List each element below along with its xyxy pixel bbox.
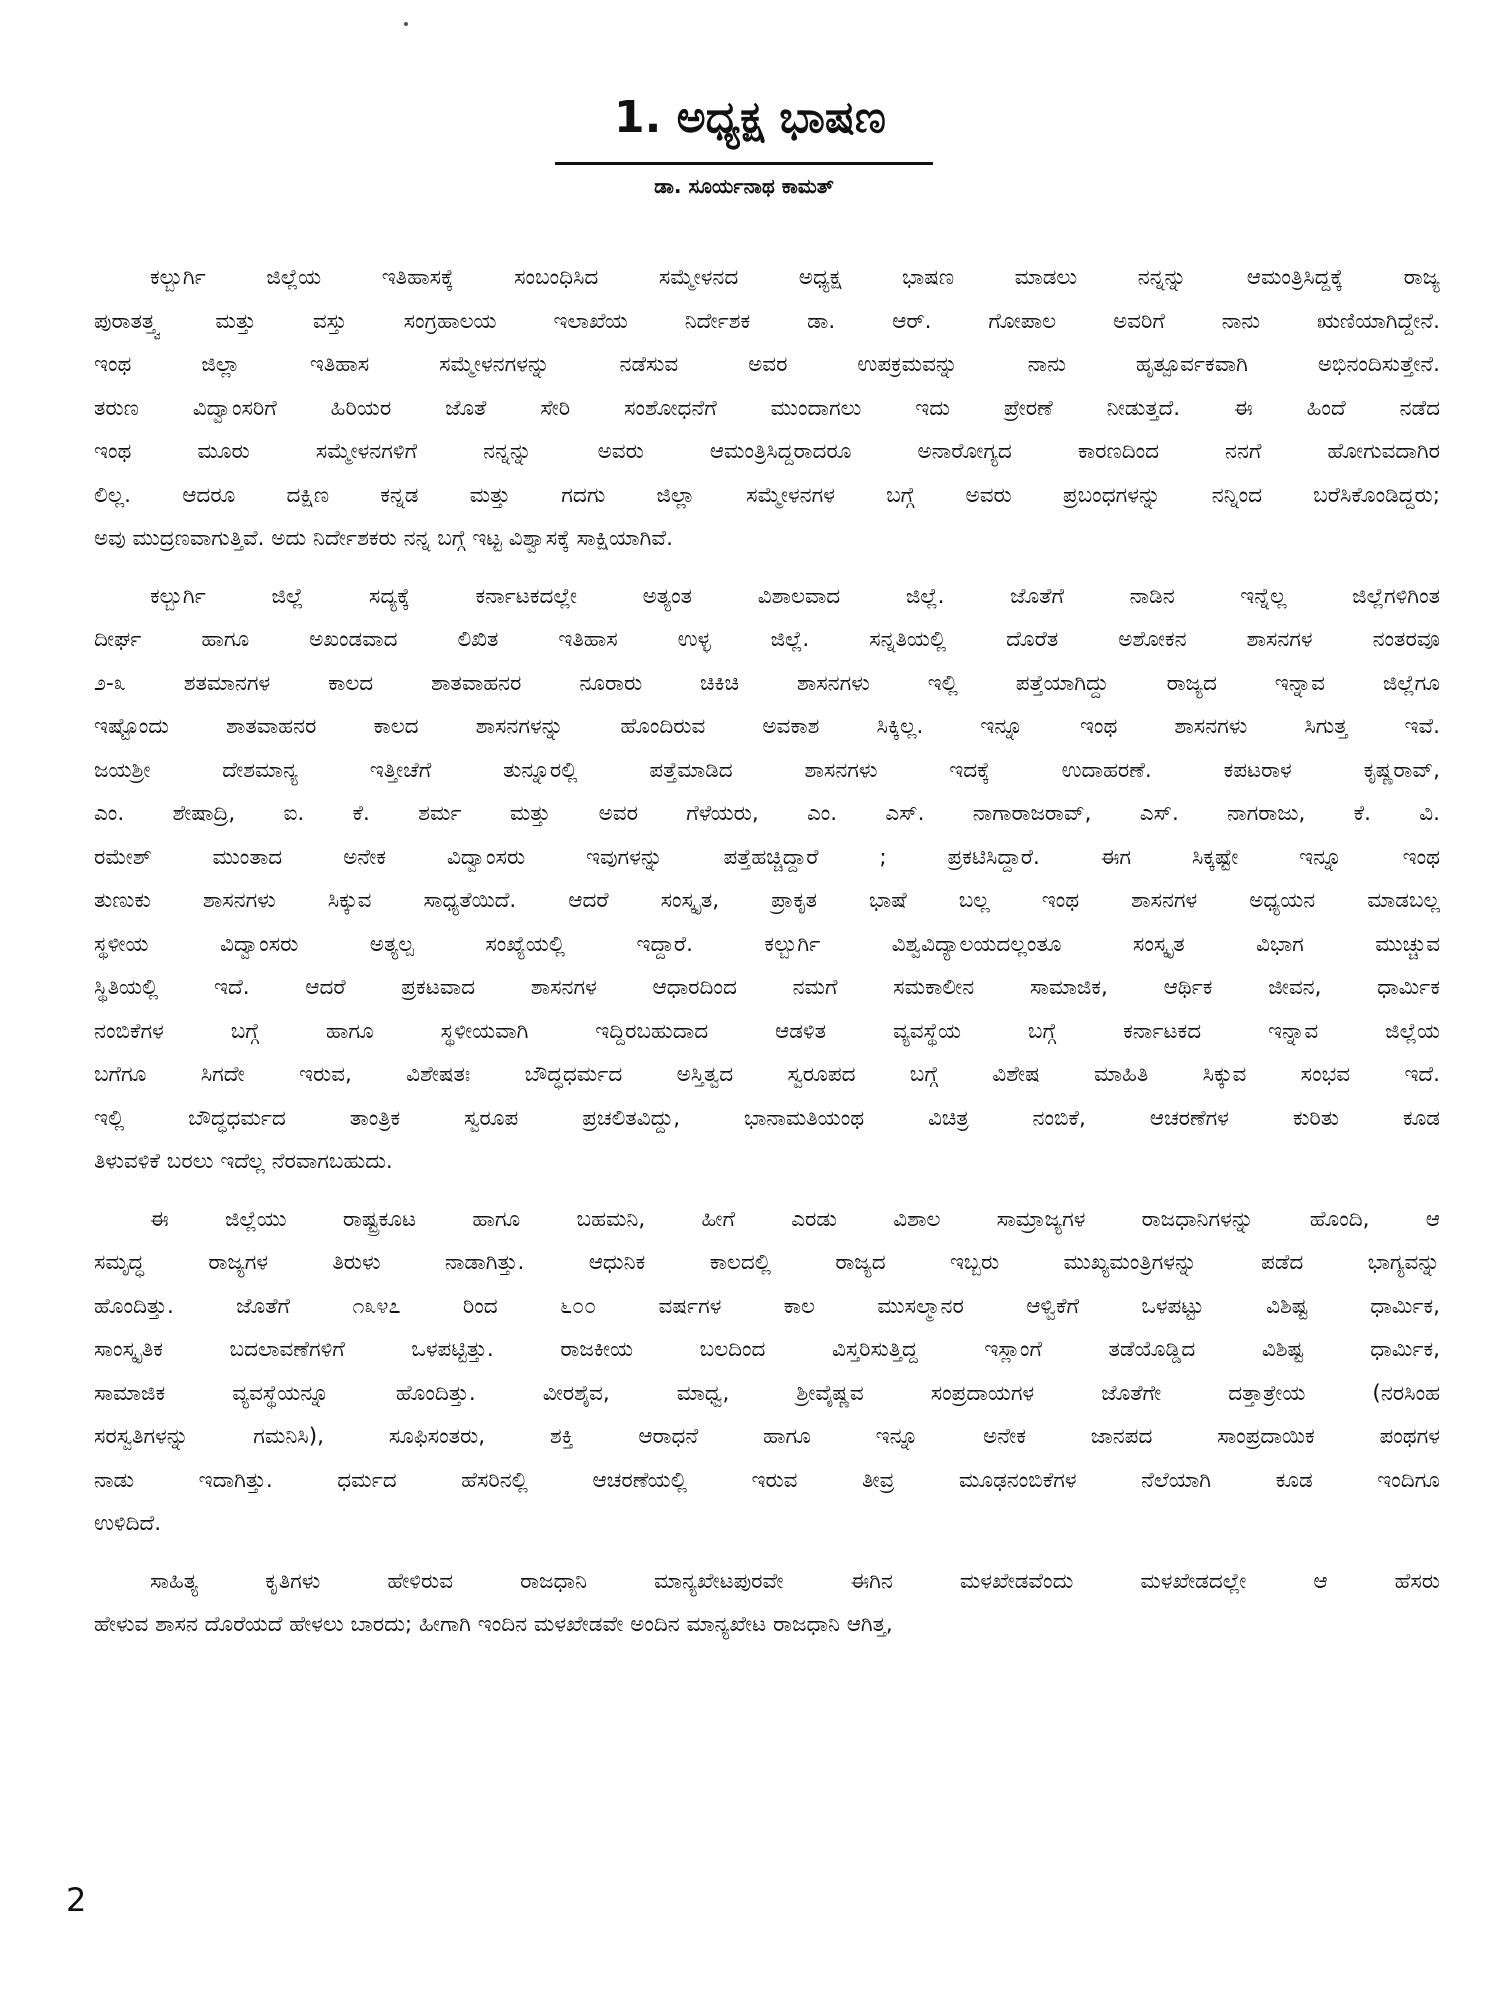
scan-speck [404,22,408,26]
text-line: ಅವು ಮುದ್ರಣವಾಗುತ್ತಿವೆ. ಅದು ನಿರ್ದೇಶಕರು ನನ್ನ ಬಗ್ಗೆ ಇಟ್ಟ ವಿಶ್ವಾಸಕ್ಕೆ ಸಾಕ್ಷಿಯಾಗಿವೆ. [94,526,673,551]
text-line: ಸಮೃದ್ಧ ರಾಜ್ಯಗಳ ತಿರುಳು ನಾಡಾಗಿತ್ತು. ಆಧುನಿಕ ಕಾಲದಲ್ಲಿ ರಾಜ್ಯದ ಇಬ್ಬರು ಮುಖ್ಯಮಂತ್ರಿಗಳನ್ನು ಪಡೆದ ಭಾಗ್ಯವನ್ನು [94,1250,1440,1275]
text-line: ಲಿಲ್ಲ. ಆದರೂ ದಕ್ಷಿಣ ಕನ್ನಡ ಮತ್ತು ಗದಗು ಜಿಲ್ಲಾ ಸಮ್ಮೇಳನಗಳ ಬಗ್ಗೆ ಅವರು ಪ್ರಬಂಧಗಳನ್ನು ನನ್ನಿಂದ ಬರೆಸಿಕೊಂಡಿದ್ದರು; [94,482,1440,508]
text-line: ಜಯಶ್ರೀ ದೇಶಮಾನ್ಯ ಇತ್ತೀಚೆಗೆ ತುನ್ನೂರಲ್ಲಿ ಪತ್ತೆಮಾಡಿದ ಶಾಸನಗಳು ಇದಕ್ಕೆ ಉದಾಹರಣೆ. ಕಪಟರಾಳ ಕೃಷ್ಣರಾವ್, [94,757,1440,783]
text-line: ಸಾಂಸ್ಕೃತಿಕ ಬದಲಾವಣೆಗಳಿಗೆ ಒಳಪಟ್ಟಿತ್ತು. ರಾಜಕೀಯ ಬಲದಿಂದ ವಿಸ್ತರಿಸುತ್ತಿದ್ದ ಇಸ್ಲಾಂಗೆ ತಡೆಯೊಡ್ಡಿದ ವಿಶಿಷ್ಟ ಧಾರ್ಮಿಕ, [94,1337,1440,1362]
text-line: ಎಂ. ಶೇಷಾದ್ರಿ, ಐ. ಕೆ. ಶರ್ಮ ಮತ್ತು ಅವರ ಗೆಳೆಯರು, ಎಂ. ಎಸ್. ನಾಗಾರಾಜರಾವ್, ಎಸ್. ನಾಗರಾಜು, ಕೆ. ವಿ. [94,801,1440,826]
text-line: ದೀರ್ಘ ಹಾಗೂ ಅಖಂಡವಾದ ಲಿಖಿತ ಇತಿಹಾಸ ಉಳ್ಳ ಜಿಲ್ಲೆ. ಸನ್ನತಿಯಲ್ಲಿ ದೊರೆತ ಅಶೋಕನ ಶಾಸನಗಳ ನಂತರವೂ [94,627,1440,652]
text-line: ತರುಣ ವಿದ್ವಾಂಸರಿಗೆ ಹಿರಿಯರ ಜೊತೆ ಸೇರಿ ಸಂಶೋಧನೆಗೆ ಮುಂದಾಗಲು ಇದು ಪ್ರೇರಣೆ ನೀಡುತ್ತದೆ. ಈ ಹಿಂದೆ ನಡೆದ [94,395,1440,421]
text-line: ನಂಬಿಕೆಗಳ ಬಗ್ಗೆ ಹಾಗೂ ಸ್ಥಳೀಯವಾಗಿ ಇದ್ದಿರಬಹುದಾದ ಆಡಳಿತ ವ್ಯವಸ್ಥೆಯ ಬಗ್ಗೆ ಕರ್ನಾಟಕದ ಇನ್ನಾವ ಜಿಲ್ಲೆಯ [94,1018,1440,1044]
text-line: ಇಂಥ ಜಿಲ್ಲಾ ಇತಿಹಾಸ ಸಮ್ಮೇಳನಗಳನ್ನು ನಡೆಸುವ ಅವರ ಉಪಕ್ರಮವನ್ನು ನಾನು ಹೃತ್ಪೂರ್ವಕವಾಗಿ ಅಭಿನಂದಿಸುತ್ತೇನೆ. [94,352,1440,377]
text-line: ಇಷ್ಟೊಂದು ಶಾತವಾಹನರ ಕಾಲದ ಶಾಸನಗಳನ್ನು ಹೊಂದಿರುವ ಅವಕಾಶ ಸಿಕ್ಕಿಲ್ಲ. ಇನ್ನೂ ಇಂಥ ಶಾಸನಗಳು ಸಿಗುತ್ತ ಇವೆ. [94,714,1440,739]
text-line: ಸಾಮಾಜಿಕ ವ್ಯವಸ್ಥೆಯನ್ನೂ ಹೊಂದಿತ್ತು. ವೀರಶೈವ, ಮಾಧ್ವ, ಶ್ರೀವೈಷ್ಣವ ಸಂಪ್ರದಾಯಗಳ ಜೊತೆಗೇ ದತ್ತಾತ್ರೇಯ (ನರಸಿಂಹ [94,1380,1440,1406]
paragraph [94,1198,1440,1546]
text-line: ಹೊಂದಿತ್ತು. ಜೊತೆಗೆ ೧೩೪೭ ರಿಂದ ೬೦೦ ವರ್ಷಗಳ ಕಾಲ ಮುಸಲ್ಮಾನರ ಆಳ್ವಿಕೆಗೆ ಒಳಪಟ್ಟು ವಿಶಿಷ್ಟ ಧಾರ್ಮಿಕ, [94,1293,1440,1319]
text-line: ಕಲ್ಬುರ್ಗಿ ಜಿಲ್ಲೆಯ ಇತಿಹಾಸಕ್ಕೆ ಸಂಬಂಧಿಸಿದ ಸಮ್ಮೇಳನದ ಅಧ್ಯಕ್ಷ ಭಾಷಣ ಮಾಡಲು ನನ್ನನ್ನು ಆಮಂತ್ರಿಸಿದ್ದಕ್ಕೆ ರಾಜ್ಯ [150,265,1440,290]
text-line: ಸರಸ್ವತಿಗಳನ್ನು ಗಮನಿಸಿ), ಸೂಫಿಸಂತರು, ಶಕ್ತಿ ಆರಾಧನೆ ಹಾಗೂ ಇನ್ನೂ ಅನೇಕ ಜಾನಪದ ಸಾಂಪ್ರದಾಯಿಕ ಪಂಥಗಳ [94,1424,1440,1449]
text-line: ಈ ಜಿಲ್ಲೆಯು ರಾಷ್ಟ್ರಕೂಟ ಹಾಗೂ ಬಹಮನಿ, ಹೀಗೆ ಎರಡು ವಿಶಾಲ ಸಾಮ್ರಾಜ್ಯಗಳ ರಾಜಧಾನಿಗಳನ್ನು ಹೊಂದಿ, ಆ [150,1206,1440,1232]
text-line: ಸ್ಥಳೀಯ ವಿದ್ವಾಂಸರು ಅತ್ಯಲ್ಪ ಸಂಖ್ಯೆಯಲ್ಲಿ ಇದ್ದಾರೆ. ಕಲ್ಬುರ್ಗಿ ವಿಶ್ವವಿದ್ಯಾಲಯದಲ್ಲಂತೂ ಸಂಸ್ಕೃತ ವಿಭಾಗ ಮುಚ್ಚುವ [94,931,1440,957]
text-line: ಹೇಳುವ ಶಾಸನ ದೊರೆಯದೆ ಹೇಳಲು ಬಾರದು; ಹೀಗಾಗಿ ಇಂದಿನ ಮಳಖೇಡವೇ ಅಂದಿನ ಮಾನ್ಯಖೇಟ ರಾಜಧಾನಿ ಆಗಿತ್ತ, [94,1612,893,1637]
page-number: 2 [66,1881,87,1919]
paragraph [94,1560,1440,1647]
text-line: ಸಾಹಿತ್ಯ ಕೃತಿಗಳು ಹೇಳಿರುವ ರಾಜಧಾನಿ ಮಾನ್ಯಖೇಟಪುರವೇ ಈಗಿನ ಮಳಖೇಡವೆಂದು ಮಳಖೇಡದಲ್ಲೇ ಆ ಹೆಸರು [150,1568,1440,1594]
title-divider [555,162,933,165]
text-line: ಉಳಿದಿದೆ. [94,1511,162,1536]
text-line: ಪುರಾತತ್ತ್ವ ಮತ್ತು ವಸ್ತು ಸಂಗ್ರಹಾಲಯ ಇಲಾಖೆಯ ನಿರ್ದೇಶಕ ಡಾ. ಆರ್. ಗೋಪಾಲ ಅವರಿಗೆ ನಾನು ಋಣಿಯಾಗಿದ್ದೇನೆ. [94,308,1440,334]
text-line: ಕಲ್ಬುರ್ಗಿ ಜಿಲ್ಲೆ ಸದ್ಯಕ್ಕೆ ಕರ್ನಾಟಕದಲ್ಲೇ ಅತ್ಯಂತ ವಿಶಾಲವಾದ ಜಿಲ್ಲೆ. ಜೊತೆಗೆ ನಾಡಿನ ಇನ್ನೆಲ್ಲ ಜಿಲ್ಲೆಗಳಿಗಿಂತ [150,583,1440,609]
text-line: ಸ್ಥಿತಿಯಲ್ಲಿ ಇದೆ. ಆದರೆ ಪ್ರಕಟವಾದ ಶಾಸನಗಳ ಆಧಾರದಿಂದ ನಮಗೆ ಸಮಕಾಲೀನ ಸಾಮಾಜಿಕ, ಆರ್ಥಿಕ ಜೀವನ, ಧಾರ್ಮಿಕ [94,975,1440,1000]
text-line: ನಾಡು ಇದಾಗಿತ್ತು. ಧರ್ಮದ ಹೆಸರಿನಲ್ಲಿ ಆಚರಣೆಯಲ್ಲಿ ಇರುವ ತೀವ್ರ ಮೂಢನಂಬಿಕೆಗಳ ನೆಲೆಯಾಗಿ ಕೂಡ ಇಂದಿಗೂ [94,1467,1440,1493]
text-line: ತಿಳುವಳಿಕೆ ಬರಲು ಇದೆಲ್ಲ ನೆರವಾಗಬಹುದು. [94,1149,393,1174]
body-text [94,256,1440,1661]
author-name: ಡಾ. ಸೂರ್ಯನಾಥ ಕಾಮತ್ [654,174,834,198]
text-line: ಇಲ್ಲಿ ಬೌದ್ಧಧರ್ಮದ ತಾಂತ್ರಿಕ ಸ್ವರೂಪ ಪ್ರಚಲಿತವಿದ್ದು, ಭಾನಾಮತಿಯಂಥ ವಿಚಿತ್ರ ನಂಬಿಕೆ, ಆಚರಣೆಗಳ ಕುರಿತು ಕೂಡ [94,1105,1440,1131]
text-line: ತುಣುಕು ಶಾಸನಗಳು ಸಿಕ್ಕುವ ಸಾಧ್ಯತೆಯಿದೆ. ಆದರೆ ಸಂಸ್ಕೃತ, ಪ್ರಾಕೃತ ಭಾಷೆ ಬಲ್ಲ ಇಂಥ ಶಾಸನಗಳ ಅಧ್ಯಯನ ಮಾಡಬಲ್ಲ [94,888,1440,913]
chapter-title: 1. ಅಧ್ಯಕ್ಷ ಭಾಷಣ [613,92,886,143]
paragraph [94,575,1440,1184]
paragraph [94,256,1440,561]
text-line: ಇಂಥ ಮೂರು ಸಮ್ಮೇಳನಗಳಿಗೆ ನನ್ನನ್ನು ಅವರು ಆಮಂತ್ರಿಸಿದ್ದರಾದರೂ ಅನಾರೋಗ್ಯದ ಕಾರಣದಿಂದ ನನಗೆ ಹೋಗುವದಾಗಿರ [94,439,1440,464]
text-line: ರಮೇಶ್ ಮುಂತಾದ ಅನೇಕ ವಿದ್ವಾಂಸರು ಇವುಗಳನ್ನು ಪತ್ತೆಹಚ್ಚಿದ್ದಾರೆ ; ಪ್ರಕಟಿಸಿದ್ದಾರೆ. ಈಗ ಸಿಕ್ಕಷ್ಟೇ ಇನ್ನೂ ಇಂಥ [94,844,1440,870]
text-line: ೨-೩ ಶತಮಾನಗಳ ಕಾಲದ ಶಾತವಾಹನರ ನೂರಾರು ಚಿಕಿಚಿ ಶಾಸನಗಳು ಇಲ್ಲಿ ಪತ್ತೆಯಾಗಿದ್ದು ರಾಜ್ಯದ ಇನ್ನಾವ ಜಿಲ್ಲೆಗೂ [94,670,1440,696]
text-line: ಬಗೆಗೂ ಸಿಗದೇ ಇರುವ, ವಿಶೇಷತಃ ಬೌದ್ಧಧರ್ಮದ ಅಸ್ತಿತ್ವದ ಸ್ವರೂಪದ ಬಗ್ಗೆ ವಿಶೇಷ ಮಾಹಿತಿ ಸಿಕ್ಕುವ ಸಂಭವ ಇದೆ. [94,1062,1440,1087]
